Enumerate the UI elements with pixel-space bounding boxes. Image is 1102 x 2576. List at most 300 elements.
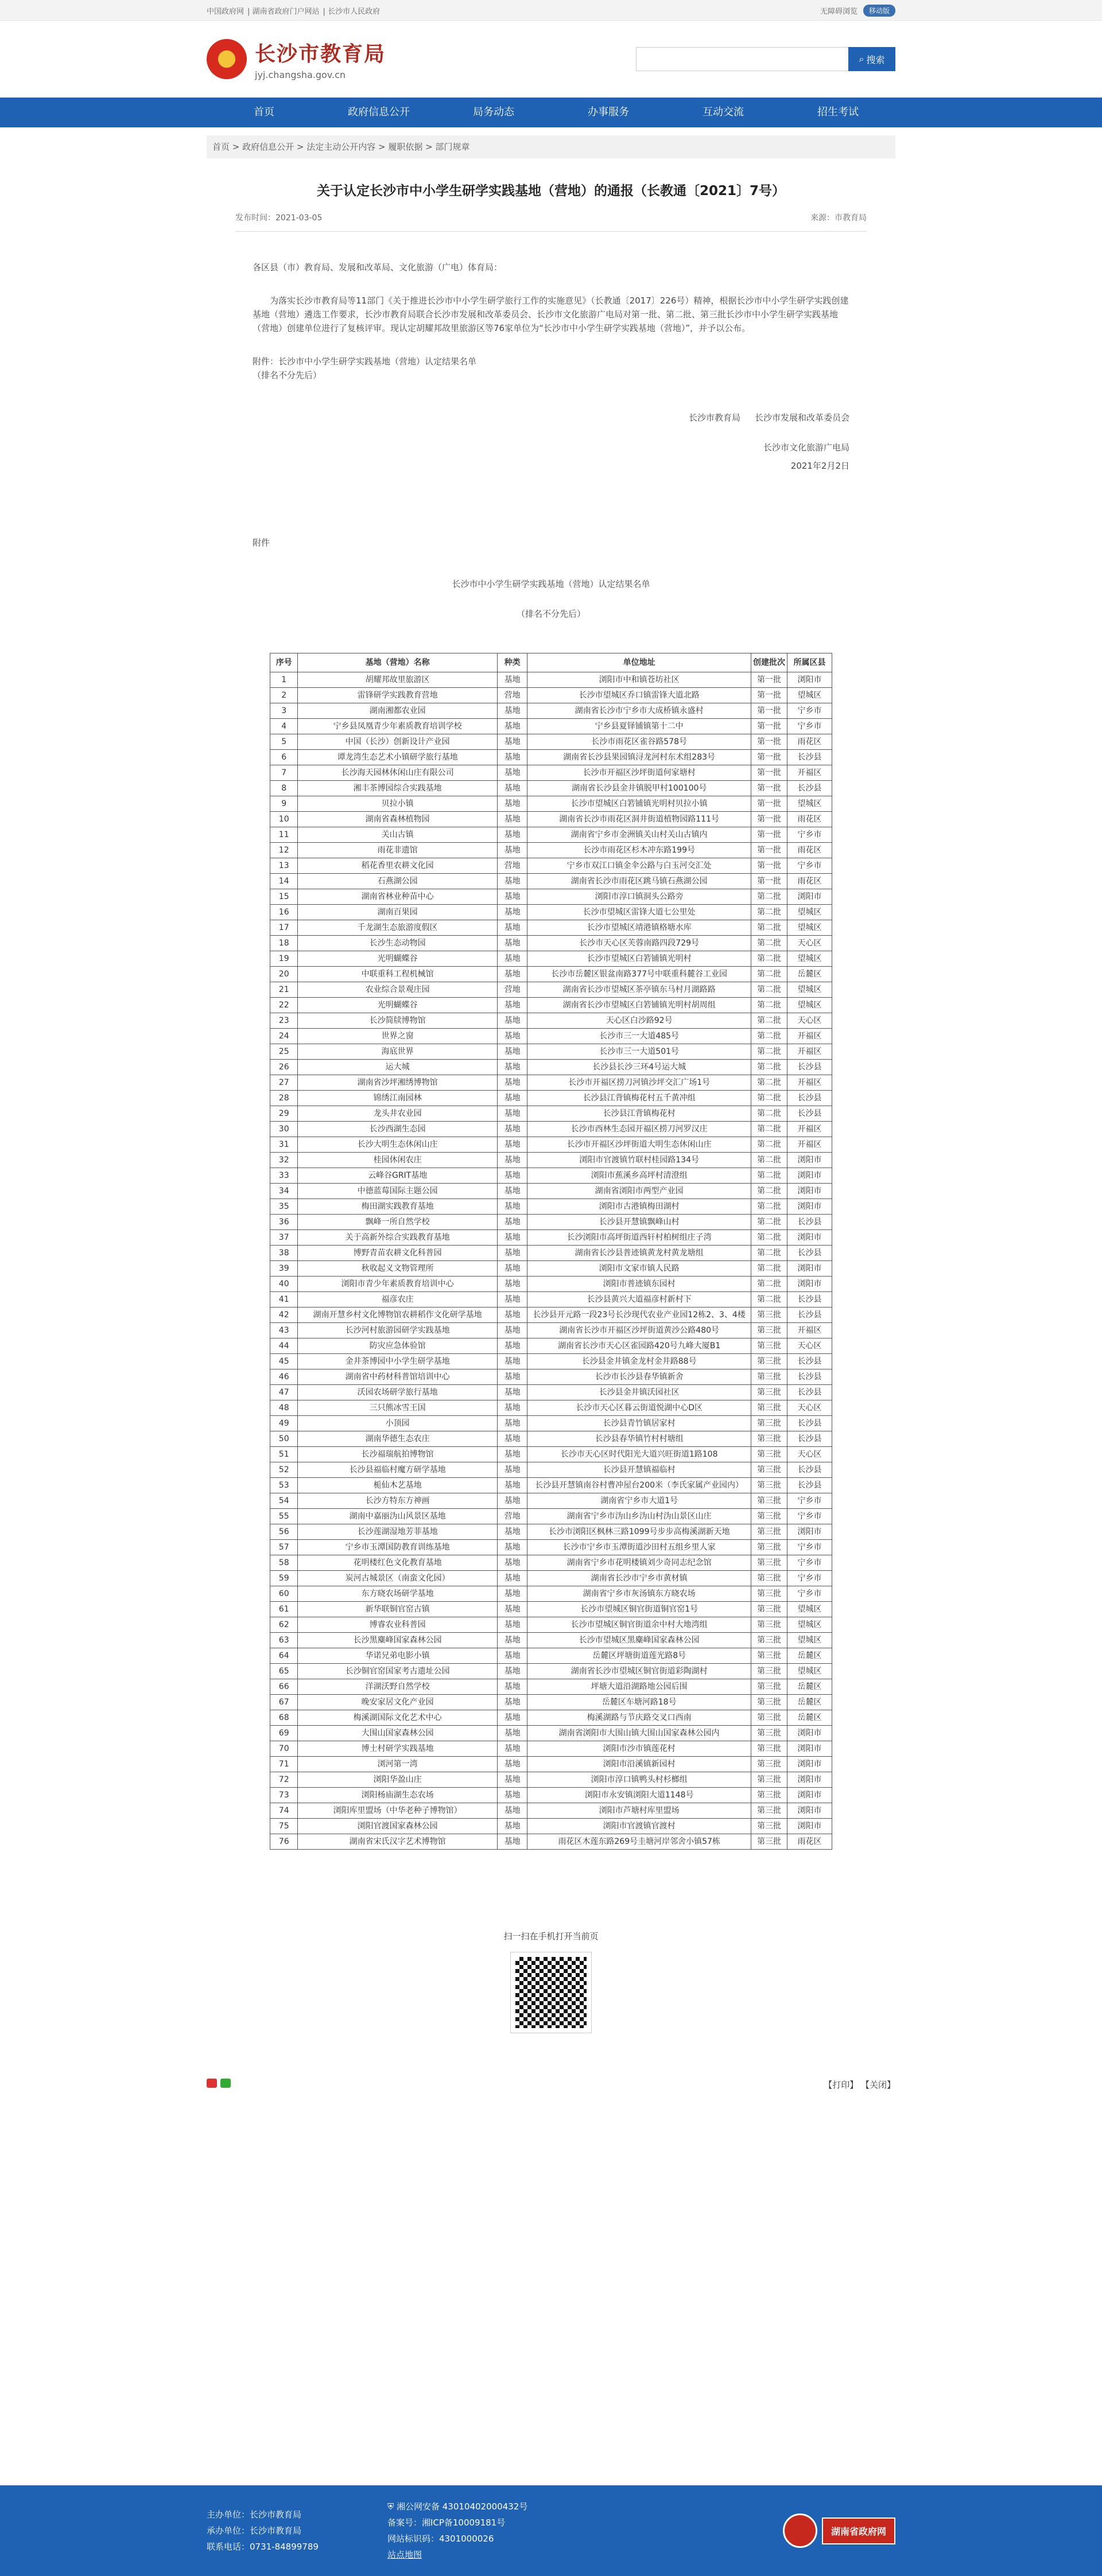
cell-type: 基地 [497, 1586, 527, 1602]
cell-batch: 第三批 [751, 1540, 787, 1555]
cell-name: 梅溪湖国际文化艺术中心 [298, 1710, 497, 1726]
cell-district: 宁乡市 [787, 858, 832, 874]
nav-item-services[interactable]: 办事服务 [588, 106, 629, 118]
cell-batch: 第一批 [751, 703, 787, 719]
cell-no: 49 [270, 1416, 298, 1431]
cell-no: 19 [270, 951, 298, 967]
footer-phone: 联系电话：0731-84899789 [207, 2542, 319, 2552]
cell-batch: 第三批 [751, 1741, 787, 1757]
footer-sitemap[interactable]: 站点地图 [387, 2550, 422, 2560]
cell-address: 浏阳市沿溪镇新园村 [527, 1757, 751, 1772]
cell-type: 基地 [497, 1726, 527, 1741]
cell-batch: 第三批 [751, 1509, 787, 1524]
cell-name: 飘峰一所自然学校 [298, 1215, 497, 1230]
cell-type: 基地 [497, 1710, 527, 1726]
cell-district: 宁乡市 [787, 1555, 832, 1571]
table-row [270, 1633, 832, 1648]
cell-batch: 第二批 [751, 1106, 787, 1122]
cell-address: 长沙市长沙县春华镇新舍 [527, 1369, 751, 1385]
cell-district: 开福区 [787, 765, 832, 781]
cell-no: 23 [270, 1013, 298, 1029]
cell-district: 浏阳市 [787, 1772, 832, 1788]
table-row [270, 1369, 832, 1385]
cell-type: 基地 [497, 1555, 527, 1571]
cell-no: 73 [270, 1788, 298, 1803]
table-row [270, 1493, 832, 1509]
cell-district: 浏阳市 [787, 1524, 832, 1540]
table-row [270, 1586, 832, 1602]
cell-type: 基地 [497, 1385, 527, 1400]
cell-type: 基地 [497, 1819, 527, 1834]
cell-district: 长沙县 [787, 1462, 832, 1478]
cell-no: 72 [270, 1772, 298, 1788]
cell-no: 71 [270, 1757, 298, 1772]
nav-item-news[interactable]: 局务动态 [473, 106, 514, 118]
cell-batch: 第三批 [751, 1726, 787, 1741]
cell-no: 50 [270, 1431, 298, 1447]
cell-name: 长沙铜官窑国家考古遗址公园 [298, 1664, 497, 1679]
cell-name: 雷锋研学实践教育营地 [298, 688, 497, 703]
cell-type: 基地 [497, 1788, 527, 1803]
table-row [270, 1354, 832, 1369]
main-nav [0, 98, 1102, 127]
cell-batch: 第三批 [751, 1354, 787, 1369]
cell-type: 基地 [497, 951, 527, 967]
table-row [270, 1757, 832, 1772]
nav-item-interaction[interactable]: 互动交流 [703, 106, 744, 118]
cell-batch: 第三批 [751, 1431, 787, 1447]
breadcrumb[interactable]: 首页 > 政府信息公开 > 法定主动公开内容 > 履职依据 > 部门规章 [207, 135, 895, 158]
cell-type: 基地 [497, 1044, 527, 1060]
cell-district: 浏阳市 [787, 1153, 832, 1168]
cell-name: 沃园农场研学旅行基地 [298, 1385, 497, 1400]
footer-host: 主办单位：长沙市教育局 [207, 2509, 302, 2520]
cell-batch: 第三批 [751, 1664, 787, 1679]
cell-district: 望城区 [787, 1602, 832, 1617]
cell-batch: 第三批 [751, 1819, 787, 1834]
search-bar [636, 47, 895, 71]
cell-no: 68 [270, 1710, 298, 1726]
cell-district: 浏阳市 [787, 1277, 832, 1292]
search-input[interactable] [636, 47, 848, 71]
cell-no: 28 [270, 1091, 298, 1106]
cell-name: 中德蓝莓国际主题公园 [298, 1184, 497, 1199]
table-row [270, 734, 832, 750]
cell-type: 营地 [497, 1509, 527, 1524]
cell-type: 基地 [497, 1308, 527, 1323]
cell-address: 岳麓区车塘河路18号 [527, 1695, 751, 1710]
cell-no: 9 [270, 796, 298, 812]
cell-name: 长沙方特东方神画 [298, 1493, 497, 1509]
qr-code [511, 1952, 591, 2033]
top-link-changsha[interactable]: 长沙市人民政府 [328, 7, 381, 16]
cell-address: 湖南省浏阳市大围山镇大围山国家森林公园内 [527, 1726, 751, 1741]
cell-no: 43 [270, 1323, 298, 1338]
gov-badge[interactable] [783, 2513, 895, 2548]
cell-address: 宁乡市双江口镇金伞公路与白玉河交汇处 [527, 858, 751, 874]
cell-district: 长沙县 [787, 781, 832, 796]
cell-name: 湖南中嘉丽沩山风景区基地 [298, 1509, 497, 1524]
table-row [270, 1199, 832, 1215]
cell-type: 基地 [497, 1261, 527, 1277]
cell-no: 52 [270, 1462, 298, 1478]
cell-no: 13 [270, 858, 298, 874]
cell-batch: 第二批 [751, 982, 787, 998]
cell-address: 长沙县青竹镇居家村 [527, 1416, 751, 1431]
cell-no: 16 [270, 905, 298, 920]
cell-name: 中国（长沙）创新设计产业园 [298, 734, 497, 750]
cell-address: 湖南省长沙市天心区雀园路420号九峰大厦B1 [527, 1338, 751, 1354]
cell-type: 基地 [497, 1478, 527, 1493]
cell-type: 基地 [497, 920, 527, 936]
cell-type: 基地 [497, 734, 527, 750]
table-row [270, 1137, 832, 1153]
police-badge-icon: ⛨ [387, 2501, 397, 2512]
cell-address: 长沙市望城区靖港镇格塘水库 [527, 920, 751, 936]
cell-batch: 第三批 [751, 1710, 787, 1726]
cell-district: 宁乡市 [787, 1509, 832, 1524]
cell-district: 长沙县 [787, 1246, 832, 1261]
cell-batch: 第二批 [751, 905, 787, 920]
cell-no: 48 [270, 1400, 298, 1416]
cell-batch: 第三批 [751, 1679, 787, 1695]
cell-address: 湖南省长沙市宁乡市大成桥镇永盛村 [527, 703, 751, 719]
cell-type: 基地 [497, 1246, 527, 1261]
cell-district: 雨花区 [787, 843, 832, 858]
cell-type: 基地 [497, 827, 527, 843]
cell-type: 基地 [497, 1633, 527, 1648]
cell-type: 基地 [497, 1447, 527, 1462]
cell-no: 17 [270, 920, 298, 936]
site-logo[interactable] [207, 38, 386, 80]
cell-name: 湖南省宋氏汉字艺术博物馆 [298, 1834, 497, 1850]
table-row [270, 796, 832, 812]
cell-type: 基地 [497, 812, 527, 827]
cell-name: 梅田湖实践教育基地 [298, 1199, 497, 1215]
cell-type: 基地 [497, 1648, 527, 1664]
cell-type: 基地 [497, 1277, 527, 1292]
table-row [270, 688, 832, 703]
cell-no: 26 [270, 1060, 298, 1075]
cell-no: 45 [270, 1354, 298, 1369]
cell-batch: 第三批 [751, 1571, 787, 1586]
cell-no: 22 [270, 998, 298, 1013]
search-button[interactable] [848, 47, 895, 71]
table-header-row [270, 653, 832, 672]
cell-address: 湖南省长沙市宁乡市黄材镇 [527, 1571, 751, 1586]
cell-address: 长沙市天心区时代阳光大道兴旺街道1路108 [527, 1447, 751, 1462]
table-row [270, 781, 832, 796]
cell-no: 30 [270, 1122, 298, 1137]
cell-district: 望城区 [787, 1633, 832, 1648]
cell-no: 32 [270, 1153, 298, 1168]
cell-batch: 第三批 [751, 1400, 787, 1416]
cell-name: 湖南湘都农业园 [298, 703, 497, 719]
cell-district: 天心区 [787, 1400, 832, 1416]
cell-type: 基地 [497, 1664, 527, 1679]
cell-batch: 第三批 [751, 1633, 787, 1648]
cell-no: 37 [270, 1230, 298, 1246]
col-header-name: 基地（营地）名称 [298, 653, 497, 672]
cell-batch: 第三批 [751, 1493, 787, 1509]
cell-type: 基地 [497, 1834, 527, 1850]
cell-type: 基地 [497, 750, 527, 765]
cell-name: 光明蝴蝶谷 [298, 951, 497, 967]
table-row [270, 1524, 832, 1540]
table-row [270, 1277, 832, 1292]
cell-batch: 第二批 [751, 920, 787, 936]
cell-batch: 第二批 [751, 1029, 787, 1044]
cell-no: 64 [270, 1648, 298, 1664]
cell-address: 长沙县开元路一段23号长沙现代农业产业园12栋2、3、4楼 [527, 1308, 751, 1323]
cell-district: 浏阳市 [787, 1199, 832, 1215]
table-row [270, 858, 832, 874]
cell-batch: 第三批 [751, 1586, 787, 1602]
table-row [270, 750, 832, 765]
cell-type: 基地 [497, 1184, 527, 1199]
cell-batch: 第二批 [751, 889, 787, 905]
cell-address: 长沙市望城区雷锋大道七公里处 [527, 905, 751, 920]
cell-type: 基地 [497, 1571, 527, 1586]
wechat-share-icon[interactable] [220, 2079, 231, 2088]
top-link-hunan[interactable]: 湖南省政府门户网站 [252, 7, 320, 16]
cell-type: 基地 [497, 1091, 527, 1106]
cell-address: 长沙市望城区白箬铺镇光明村贝拉小镇 [527, 796, 751, 812]
cell-no: 33 [270, 1168, 298, 1184]
cell-district: 浏阳市 [787, 1819, 832, 1834]
cell-type: 基地 [497, 1524, 527, 1540]
footer-icp[interactable]: 备案号：湘ICP备10009181号 [387, 2517, 506, 2528]
article-title: 关于认定长沙市中小学生研学实践基地（营地）的通报（长教通〔2021〕7号） [316, 184, 786, 199]
cell-no: 12 [270, 843, 298, 858]
cell-type: 基地 [497, 1060, 527, 1075]
top-utility-bar [0, 0, 1102, 21]
cell-address: 长沙市雨花区雀谷路578号 [527, 734, 751, 750]
cell-district: 开福区 [787, 1137, 832, 1153]
cell-name: 关于高新外综合实践教育基地 [298, 1230, 497, 1246]
cell-batch: 第二批 [751, 1075, 787, 1091]
cell-batch: 第二批 [751, 1122, 787, 1137]
party-emblem-icon [783, 2513, 817, 2548]
cell-type: 基地 [497, 1323, 527, 1338]
cell-district: 浏阳市 [787, 1184, 832, 1199]
cell-type: 基地 [497, 905, 527, 920]
cell-name: 湖南省沙坪湘绣博物馆 [298, 1075, 497, 1091]
cell-no: 76 [270, 1834, 298, 1850]
cell-name: 博士村研学实践基地 [298, 1741, 497, 1757]
cell-district: 天心区 [787, 1013, 832, 1029]
attachment-note: 附件：长沙市中小学生研学实践基地（营地）认定结果名单 [253, 356, 477, 367]
cell-batch: 第一批 [751, 874, 787, 889]
cell-name: 龙头井农业园 [298, 1106, 497, 1122]
cell-district: 开福区 [787, 1122, 832, 1137]
cell-name: 浏阳官渡国家森林公园 [298, 1819, 497, 1834]
cell-batch: 第三批 [751, 1416, 787, 1431]
cell-name: 长沙福瑞航拍博物馆 [298, 1447, 497, 1462]
cell-batch: 第一批 [751, 781, 787, 796]
cell-address: 浏阳市官渡镇官渡村 [527, 1819, 751, 1834]
cell-batch: 第二批 [751, 951, 787, 967]
cell-batch: 第二批 [751, 1261, 787, 1277]
cell-batch: 第三批 [751, 1788, 787, 1803]
table-row [270, 1462, 832, 1478]
cell-address: 湖南省长沙市望城区铜官街道彩陶湖村 [527, 1664, 751, 1679]
cell-no: 69 [270, 1726, 298, 1741]
cell-address: 雨花区木莲东路269号圭塘河岸邻舍小镇57栋 [527, 1834, 751, 1850]
cell-address: 岳麓区坪塘街道莲光路8号 [527, 1648, 751, 1664]
cell-district: 浏阳市 [787, 1726, 832, 1741]
cell-district: 岳麓区 [787, 1679, 832, 1695]
cell-address: 长沙县金井镇沃园社区 [527, 1385, 751, 1400]
cell-no: 41 [270, 1292, 298, 1308]
cell-type: 基地 [497, 1354, 527, 1369]
cell-type: 基地 [497, 1168, 527, 1184]
cell-address: 浏阳市永安镇浏阳大道1148号 [527, 1788, 751, 1803]
signer-education-bureau: 长沙市教育局 [688, 413, 740, 423]
top-link-gov[interactable]: 中国政府网 [207, 7, 245, 16]
footer-police-record[interactable]: ⛨ 湘公网安备 43010402000432号 [387, 2501, 528, 2512]
table-row [270, 982, 832, 998]
site-domain: jyj.changsha.gov.cn [255, 69, 346, 80]
cell-no: 14 [270, 874, 298, 889]
cell-no: 4 [270, 719, 298, 734]
cell-no: 70 [270, 1741, 298, 1757]
cell-address: 湖南省长沙市雨花区洞井街道植物园路111号 [527, 812, 751, 827]
cell-batch: 第二批 [751, 1199, 787, 1215]
nav-item-admissions[interactable]: 招生考试 [817, 106, 859, 118]
table-row [270, 719, 832, 734]
table-row [270, 905, 832, 920]
cell-address: 湖南省长沙县普迹镇黄龙村黄龙塘组 [527, 1246, 751, 1261]
col-header-type: 种类 [497, 653, 527, 672]
cell-batch: 第二批 [751, 936, 787, 951]
cell-district: 长沙县 [787, 1354, 832, 1369]
cell-address: 浏阳市文家市镇人民路 [527, 1261, 751, 1277]
cell-district: 长沙县 [787, 750, 832, 765]
table-row [270, 874, 832, 889]
cell-batch: 第二批 [751, 998, 787, 1013]
cell-address: 长沙市三一大道501号 [527, 1044, 751, 1060]
cell-name: 三只熊冰雪王国 [298, 1400, 497, 1416]
cell-no: 18 [270, 936, 298, 951]
cell-name: 中联重科工程机械馆 [298, 967, 497, 982]
cell-address: 湖南省宁乡市灰汤镇东方晓农场 [527, 1586, 751, 1602]
cell-name: 运大城 [298, 1060, 497, 1075]
table-row [270, 1664, 832, 1679]
table-row [270, 1292, 832, 1308]
table-row [270, 1385, 832, 1400]
mobile-version-button[interactable]: 移动版 [863, 5, 895, 17]
cell-district: 浏阳市 [787, 1168, 832, 1184]
table-row [270, 672, 832, 688]
table-row [270, 1679, 832, 1695]
cell-batch: 第三批 [751, 1369, 787, 1385]
cell-name: 胡耀邦故里旅游区 [298, 672, 497, 688]
cell-address: 长沙市天心区暮云街道悦湖中心D区 [527, 1400, 751, 1416]
table-row [270, 703, 832, 719]
cell-district: 望城区 [787, 920, 832, 936]
table-row [270, 1803, 832, 1819]
cell-batch: 第一批 [751, 765, 787, 781]
cell-name: 长沙生态动物园 [298, 936, 497, 951]
cell-type: 基地 [497, 1137, 527, 1153]
cell-name: 栀仙木艺基地 [298, 1478, 497, 1493]
cell-no: 66 [270, 1679, 298, 1695]
cell-name: 贝拉小镇 [298, 796, 497, 812]
cell-no: 29 [270, 1106, 298, 1122]
cell-district: 望城区 [787, 905, 832, 920]
cell-batch: 第三批 [751, 1757, 787, 1772]
cell-name: 湖南开慧乡村文化博物馆农耕稻作文化研学基地 [298, 1308, 497, 1323]
accessibility-link[interactable]: 无障碍浏览 [820, 7, 857, 16]
cell-district: 天心区 [787, 1447, 832, 1462]
cell-district: 开福区 [787, 1075, 832, 1091]
table-row [270, 1044, 832, 1060]
cell-no: 20 [270, 967, 298, 982]
cell-name: 光明蝴蝶谷 [298, 998, 497, 1013]
cell-name: 湘丰茶博园综合实践基地 [298, 781, 497, 796]
print-button[interactable]: 【打印】 [824, 2080, 859, 2090]
nav-item-home[interactable]: 首页 [254, 106, 274, 118]
cell-no: 47 [270, 1385, 298, 1400]
nav-item-info-disclosure[interactable]: 政府信息公开 [348, 106, 410, 118]
table-row [270, 1338, 832, 1354]
table-row [270, 1478, 832, 1493]
cell-district: 浏阳市 [787, 889, 832, 905]
cell-name: 小顶园 [298, 1416, 497, 1431]
cell-batch: 第二批 [751, 1168, 787, 1184]
cell-type: 基地 [497, 1803, 527, 1819]
cell-address: 长沙县江背镇梅花村五千黄冲组 [527, 1091, 751, 1106]
table-row [270, 1555, 832, 1571]
table-row [270, 827, 832, 843]
cell-address: 浏阳市官渡镇竹联村桂园路134号 [527, 1153, 751, 1168]
cell-no: 57 [270, 1540, 298, 1555]
cell-name: 大围山国家森林公园 [298, 1726, 497, 1741]
cell-name: 海底世界 [298, 1044, 497, 1060]
cell-district: 雨花区 [787, 874, 832, 889]
cell-address: 长沙市雨花区杉木冲东路199号 [527, 843, 751, 858]
table-row [270, 1261, 832, 1277]
qr-section [235, 1930, 867, 2033]
weibo-share-icon[interactable] [207, 2079, 217, 2088]
cell-district: 浏阳市 [787, 1741, 832, 1757]
cell-address: 长沙县江背镇梅花村 [527, 1106, 751, 1122]
cell-type: 基地 [497, 1013, 527, 1029]
cell-batch: 第三批 [751, 1478, 787, 1493]
cell-no: 3 [270, 703, 298, 719]
footer-site-id: 网站标识码：4301000026 [387, 2534, 494, 2544]
cell-type: 基地 [497, 1741, 527, 1757]
cell-name: 博睿农业科普园 [298, 1617, 497, 1633]
cell-name: 农业综合景观庄园 [298, 982, 497, 998]
cell-no: 8 [270, 781, 298, 796]
cell-district: 岳麓区 [787, 1710, 832, 1726]
cell-batch: 第三批 [751, 1803, 787, 1819]
cell-no: 2 [270, 688, 298, 703]
cell-batch: 第一批 [751, 812, 787, 827]
cell-address: 长沙县黄兴大道福彦村新村下 [527, 1292, 751, 1308]
cell-type: 基地 [497, 1695, 527, 1710]
cell-district: 宁乡市 [787, 703, 832, 719]
cell-batch: 第三批 [751, 1447, 787, 1462]
cell-district: 望城区 [787, 1617, 832, 1633]
cell-address: 长沙市开福区捞刀河镇沙坪交汇广场1号 [527, 1075, 751, 1091]
cell-batch: 第二批 [751, 1230, 787, 1246]
table-row [270, 1540, 832, 1555]
cell-district: 浏阳市 [787, 1230, 832, 1246]
close-button[interactable]: 【关闭】 [860, 2080, 895, 2090]
